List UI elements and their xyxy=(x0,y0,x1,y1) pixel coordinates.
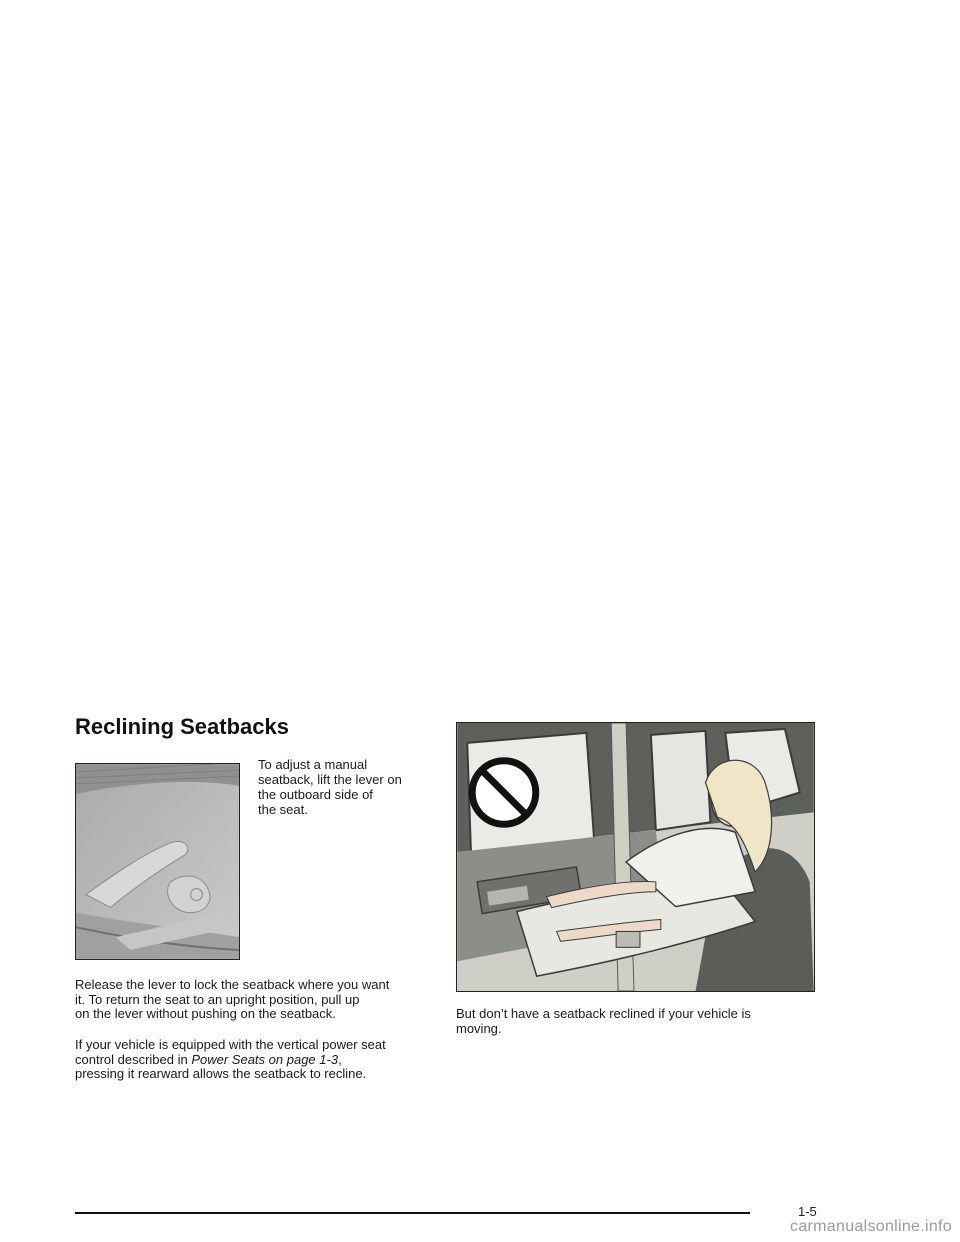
warning-line: But don’t have a seatback reclined if your vehicle is xyxy=(456,1006,751,1021)
intro-paragraph xyxy=(258,757,428,817)
warning-line: moving. xyxy=(456,1020,502,1036)
seat-lever-drawing xyxy=(76,764,239,959)
intro-line: the seat. xyxy=(258,802,308,817)
power-line: pressing it rearward allows the seatback to recline. xyxy=(75,1066,367,1081)
release-paragraph xyxy=(75,978,435,1022)
intro-line: seatback, lift the lever on xyxy=(258,772,402,787)
power-line: If your vehicle is equipped with the vertical power seat xyxy=(75,1037,386,1052)
power-line-prefix: control described in xyxy=(75,1051,192,1067)
intro-line: To adjust a manual xyxy=(258,757,368,772)
power-seats-reference-link[interactable]: Power Seats on page 1-3 xyxy=(191,1051,339,1067)
section-title: Reclining Seatbacks xyxy=(75,714,289,739)
warning-paragraph xyxy=(456,1007,816,1036)
watermark-text: carmanualsonline.info xyxy=(790,1218,952,1235)
intro-line: the outboard side of xyxy=(258,787,373,802)
power-seat-paragraph xyxy=(75,1038,435,1082)
reclined-passenger-drawing xyxy=(457,723,814,991)
release-line: it. To return the seat to an upright position, pull up xyxy=(75,991,360,1007)
power-line-suffix: , xyxy=(338,1051,342,1067)
seat-lever-illustration xyxy=(75,763,240,960)
prohibition-icon xyxy=(472,761,536,825)
release-line: Release the lever to lock the seatback where you want xyxy=(75,977,390,992)
footer-rule xyxy=(75,1212,750,1214)
page-number: 1-5 xyxy=(798,1204,817,1219)
reclined-passenger-illustration xyxy=(456,722,815,992)
release-line: on the lever without pushing on the seatback. xyxy=(75,1006,336,1021)
